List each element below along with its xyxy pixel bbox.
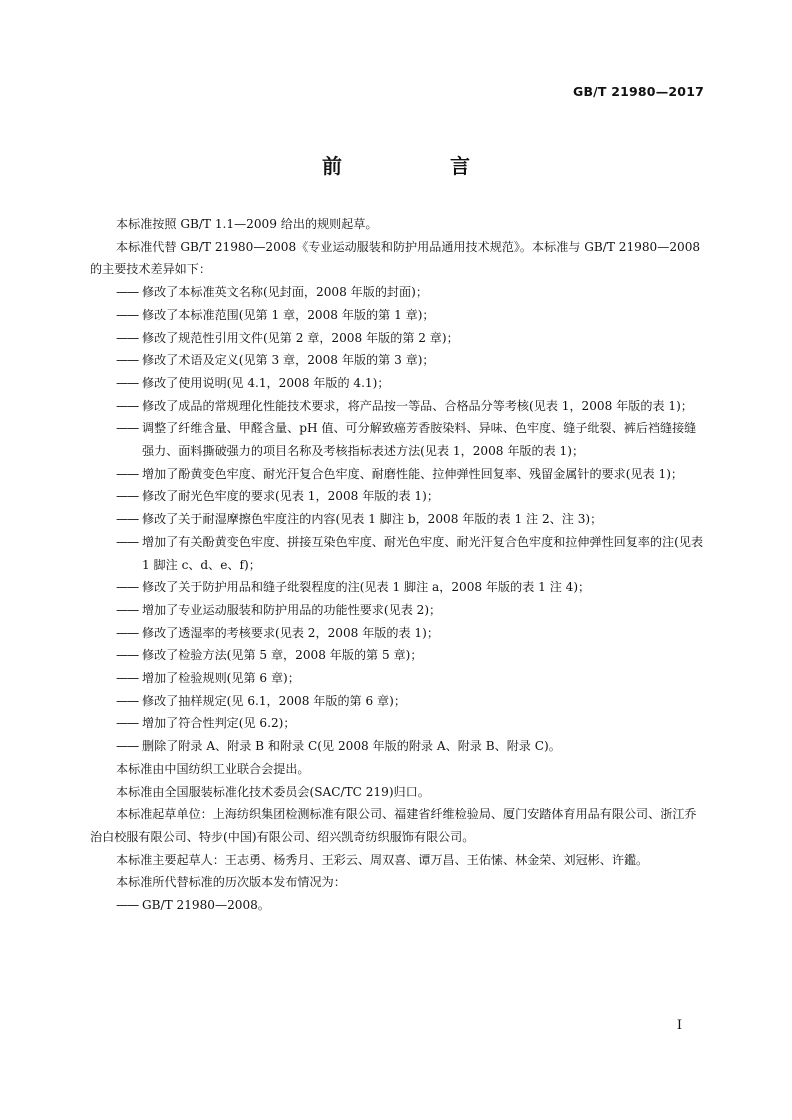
paragraph-replacement: 本标准代替 GB/T 21980—2008《专业运动服装和防护用品通用技术规范》。本标准与 GB/T 21980—2008 的主要技术差异如下： [90, 239, 701, 277]
list-item: —— 修改了本标准英文名称(见封面，2008 年版的封面)； [90, 281, 704, 304]
dash-marker: —— [116, 648, 139, 663]
list-item: —— 修改了耐光色牢度的要求(见表 1，2008 年版的表 1)； [90, 485, 704, 508]
list-item: —— 修改了抽样规定(见 6.1，2008 年版的第 6 章)； [90, 690, 704, 713]
dash-marker: —— [116, 898, 139, 913]
list-item: —— 修改了使用说明(见 4.1，2008 年版的 4.1)； [90, 372, 704, 395]
paragraph-history-intro: 本标准所代替标准的历次版本发布情况为： [116, 875, 346, 890]
paragraph-proposer: 本标准由中国纺织工业联合会提出。 [116, 761, 310, 776]
paragraph-drafters: 本标准主要起草人：王志勇、杨秀月、王彩云、周双喜、谭万昌、王佑愫、林金荣、刘冠彬、许鑑。 [116, 852, 649, 867]
dash-marker: —— [116, 580, 139, 595]
list-item: —— 增加了符合性判定(见 6.2)； [90, 712, 704, 735]
paragraph-committee: 本标准由全国服装标准化技术委员会(SAC/TC 219)归口。 [116, 784, 430, 799]
list-item: —— GB/T 21980—2008。 [90, 894, 704, 917]
dash-marker: —— [116, 625, 139, 640]
list-item: —— 修改了关于耐湿摩擦色牢度注的内容(见表 1 脚注 b，2008 年版的表 1 注 2、注 3)； [90, 508, 704, 531]
list-item: —— 修改了术语及定义(见第 3 章，2008 年版的第 3 章)； [90, 349, 704, 372]
dash-marker: —— [116, 466, 139, 481]
list-item: —— 修改了成品的常规理化性能技术要求，将产品按一等品、合格品分等考核(见表 1，2008 年版的表 1)； [90, 395, 704, 418]
list-item: —— 修改了本标准范围(见第 1 章，2008 年版的第 1 章)； [90, 304, 704, 327]
list-item: —— 调整了纤维含量、甲醛含量、pH 值、可分解致癌芳香胺染料、异味、色牢度、缝子纰裂、裤后裆缝接缝强力、面料撕破强力的项目名称及考核指标表述方法(见表 1，2008 年版的表 1)； [90, 417, 704, 462]
dash-marker: —— [116, 398, 139, 413]
dash-marker: —— [116, 330, 139, 345]
dash-marker: —— [116, 602, 139, 617]
foreword-body [90, 213, 704, 917]
page-number: I [676, 1018, 682, 1033]
standard-number: GB/T 21980—2017 [572, 84, 704, 99]
list-item: —— 修改了检验方法(见第 5 章，2008 年版的第 5 章)； [90, 644, 704, 667]
list-item: —— 增加了专业运动服装和防护用品的功能性要求(见表 2)； [90, 599, 704, 622]
dash-marker: —— [116, 421, 139, 436]
dash-marker: —— [116, 307, 139, 322]
list-item: —— 删除了附录 A、附录 B 和附录 C(见 2008 年版的附录 A、附录 B、附录 C)。 [90, 735, 704, 758]
list-item: —— 增加了检验规则(见第 6 章)； [90, 667, 704, 690]
page-title: 前 言 [322, 154, 514, 178]
dash-marker: —— [116, 489, 139, 504]
list-item: —— 增加了酚黄变色牢度、耐光汗复合色牢度、耐磨性能、拉伸弹性回复率、残留金属针的要求(见表 1)； [90, 463, 704, 486]
changes-list [90, 281, 704, 758]
list-item: —— 修改了规范性引用文件(见第 2 章，2008 年版的第 2 章)； [90, 327, 704, 350]
dash-marker: —— [116, 353, 139, 368]
dash-marker: —— [116, 285, 139, 300]
paragraph-drafting-units: 本标准起草单位：上海纺织集团检测标准有限公司、福建省纤维检验局、厦门安踏体育用品有限公司、浙江乔治白校服有限公司、特步(中国)有限公司、绍兴凯奇纺织服饰有限公司。 [90, 807, 697, 844]
list-item: —— 修改了关于防护用品和缝子纰裂程度的注(见表 1 脚注 a，2008 年版的表 1 注 4)； [90, 576, 704, 599]
list-item: —— 增加了有关酚黄变色牢度、拼接互染色牢度、耐光色牢度、耐光汗复合色牢度和拉伸弹性回复率的注(见表 1 脚注 c、d、e、f)； [90, 531, 704, 576]
dash-marker: —— [116, 534, 139, 549]
dash-marker: —— [116, 512, 139, 527]
dash-marker: —— [116, 375, 139, 390]
list-item: —— 修改了透湿率的考核要求(见表 2，2008 年版的表 1)； [90, 622, 704, 645]
dash-marker: —— [116, 716, 139, 731]
dash-marker: —— [116, 739, 139, 754]
dash-marker: —— [116, 671, 139, 686]
paragraph-drafting-rules: 本标准按照 GB/T 1.1—2009 给出的规则起草。 [116, 217, 378, 231]
dash-marker: —— [116, 693, 139, 708]
history-list [90, 894, 704, 917]
